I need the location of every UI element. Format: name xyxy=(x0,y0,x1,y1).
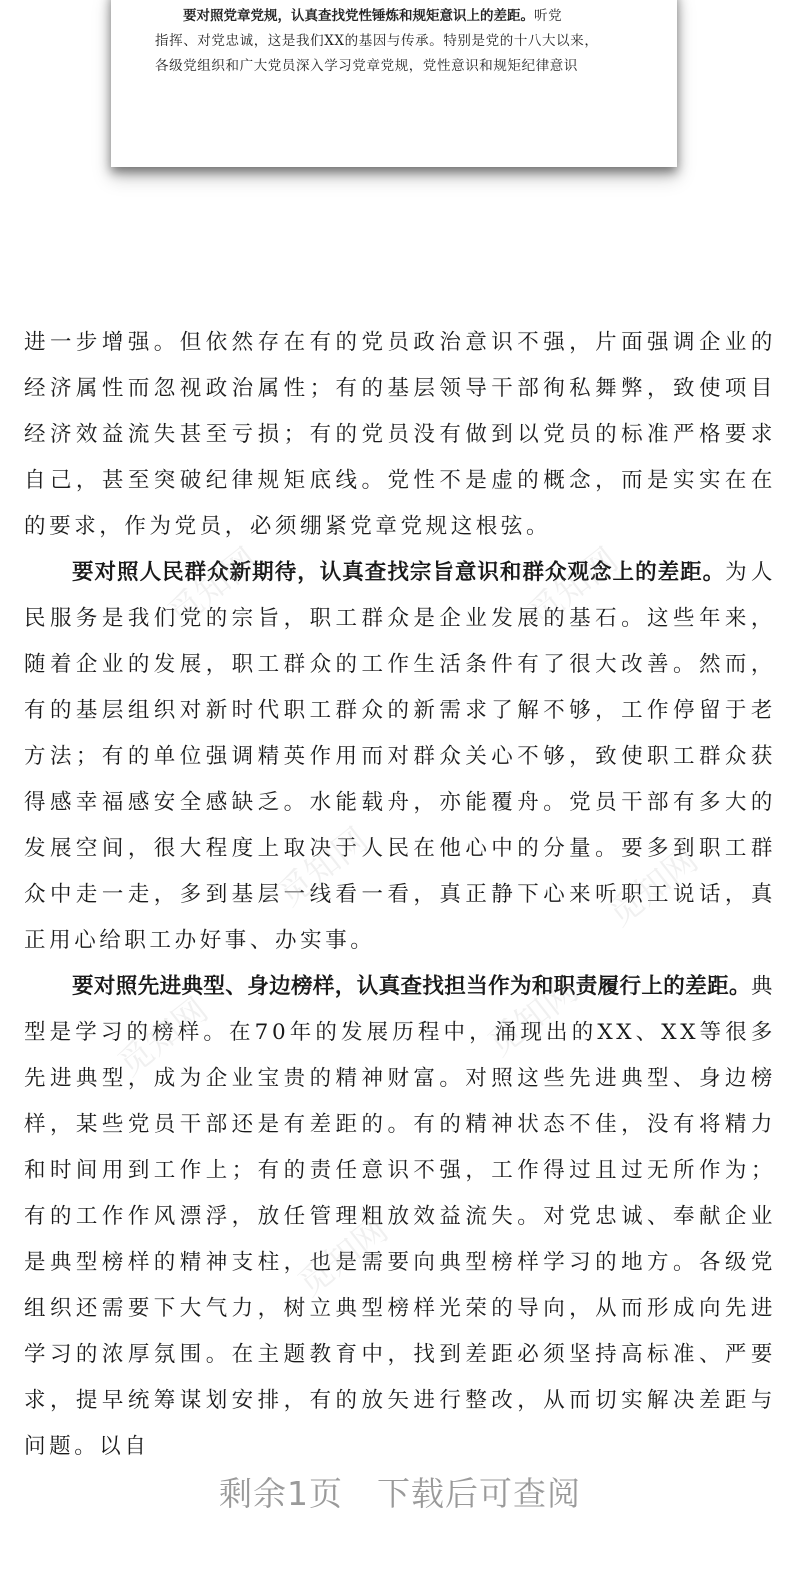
preview-line-2: 指挥、对党忠诚，这是我们XX的基因与传承。特别是党的十八大以来， xyxy=(155,33,599,49)
document-body xyxy=(24,320,776,1470)
preview-line-3: 各级党组织和广大党员深入学习党章党规，党性意识和规矩纪律意识 xyxy=(155,58,578,74)
paragraph-2-text: 为人民服务是我们党的宗旨，职工群众是企业发展的基石。这些年来，随着企业的发展，职工群众的工作生活条件有了很大改善。然而，有的基层组织对新时代职工群众的新需求了解不够，工作停留于老方法；有的单位强调精英作用而对群众关心不够，致使职工群众获得感幸福感安全感缺乏。水能载舟，亦能覆舟。党员干部有多大的发展空间，很大程度上取决于人民在他心中的分量。要多到职工群众中走一走，多到基层一线看一看，真正静下心来听职工说话，真正用心给职工办好事、办实事。 xyxy=(24,560,776,953)
download-to-view-label: 下载后可查阅 xyxy=(377,1474,581,1513)
preview-line-1 xyxy=(155,4,637,29)
body-paragraph-3 xyxy=(24,964,776,1470)
watermark: 觅知网 xyxy=(270,820,376,915)
page-preview-card xyxy=(111,0,677,167)
watermark: 觅知网 xyxy=(520,540,626,635)
watermark: 觅知网 xyxy=(290,1210,396,1305)
paragraph-3-heading: 要对照先进典型、身边榜样，认真查找担当作为和职责履行上的差距。 xyxy=(72,974,751,999)
paragraph-2-heading: 要对照人民群众新期待，认真查找宗旨意识和群众观念上的差距。 xyxy=(72,560,726,585)
watermark: 觅知网 xyxy=(110,990,216,1085)
remaining-pages-notice[interactable] xyxy=(0,1468,800,1515)
body-paragraph-2 xyxy=(24,550,776,964)
watermark: 觅知网 xyxy=(600,840,706,935)
preview-heading-bold: 要对照党章党规，认真查找党性锤炼和规矩意识上的差距。 xyxy=(183,8,534,24)
watermark: 觅知网 xyxy=(160,540,266,635)
watermark: 觅知网 xyxy=(480,970,586,1065)
remaining-pages-label: 剩余1页 xyxy=(219,1474,343,1513)
preview-line-1-rest: 听党 xyxy=(534,8,563,24)
paragraph-3-text: 典型是学习的榜样。在70年的发展历程中，涌现出的XX、XX等很多先进典型，成为企业宝贵的精神财富。对照这些先进典型、身边榜样，某些党员干部还是有差距的。有的精神状态不佳，没有将精力和时间用到工作上；有的责任意识不强，工作得过且过无所作为；有的工作作风漂浮，放任管理粗放效益流失。对党忠诚、奉献企业是典型榜样的精神支柱，也是需要向典型榜样学习的地方。各级党组织还需要下大气力，树立典型榜样光荣的导向，从而形成向先进学习的浓厚氛围。在主题教育中，找到差距必须坚持高标准、严要求，提早统筹谋划安排，有的放矢进行整改，从而切实解决差距与问题。以自 xyxy=(24,974,777,1459)
body-paragraph-1: 进一步增强。但依然存在有的党员政治意识不强，片面强调企业的经济属性而忽视政治属性；有的基层领导干部徇私舞弊，致使项目经济效益流失甚至亏损；有的党员没有做到以党员的标准严格要求自己，甚至突破纪律规矩底线。党性不是虚的概念，而是实实在在的要求，作为党员，必须绷紧党章党规这根弦。 xyxy=(24,330,776,539)
